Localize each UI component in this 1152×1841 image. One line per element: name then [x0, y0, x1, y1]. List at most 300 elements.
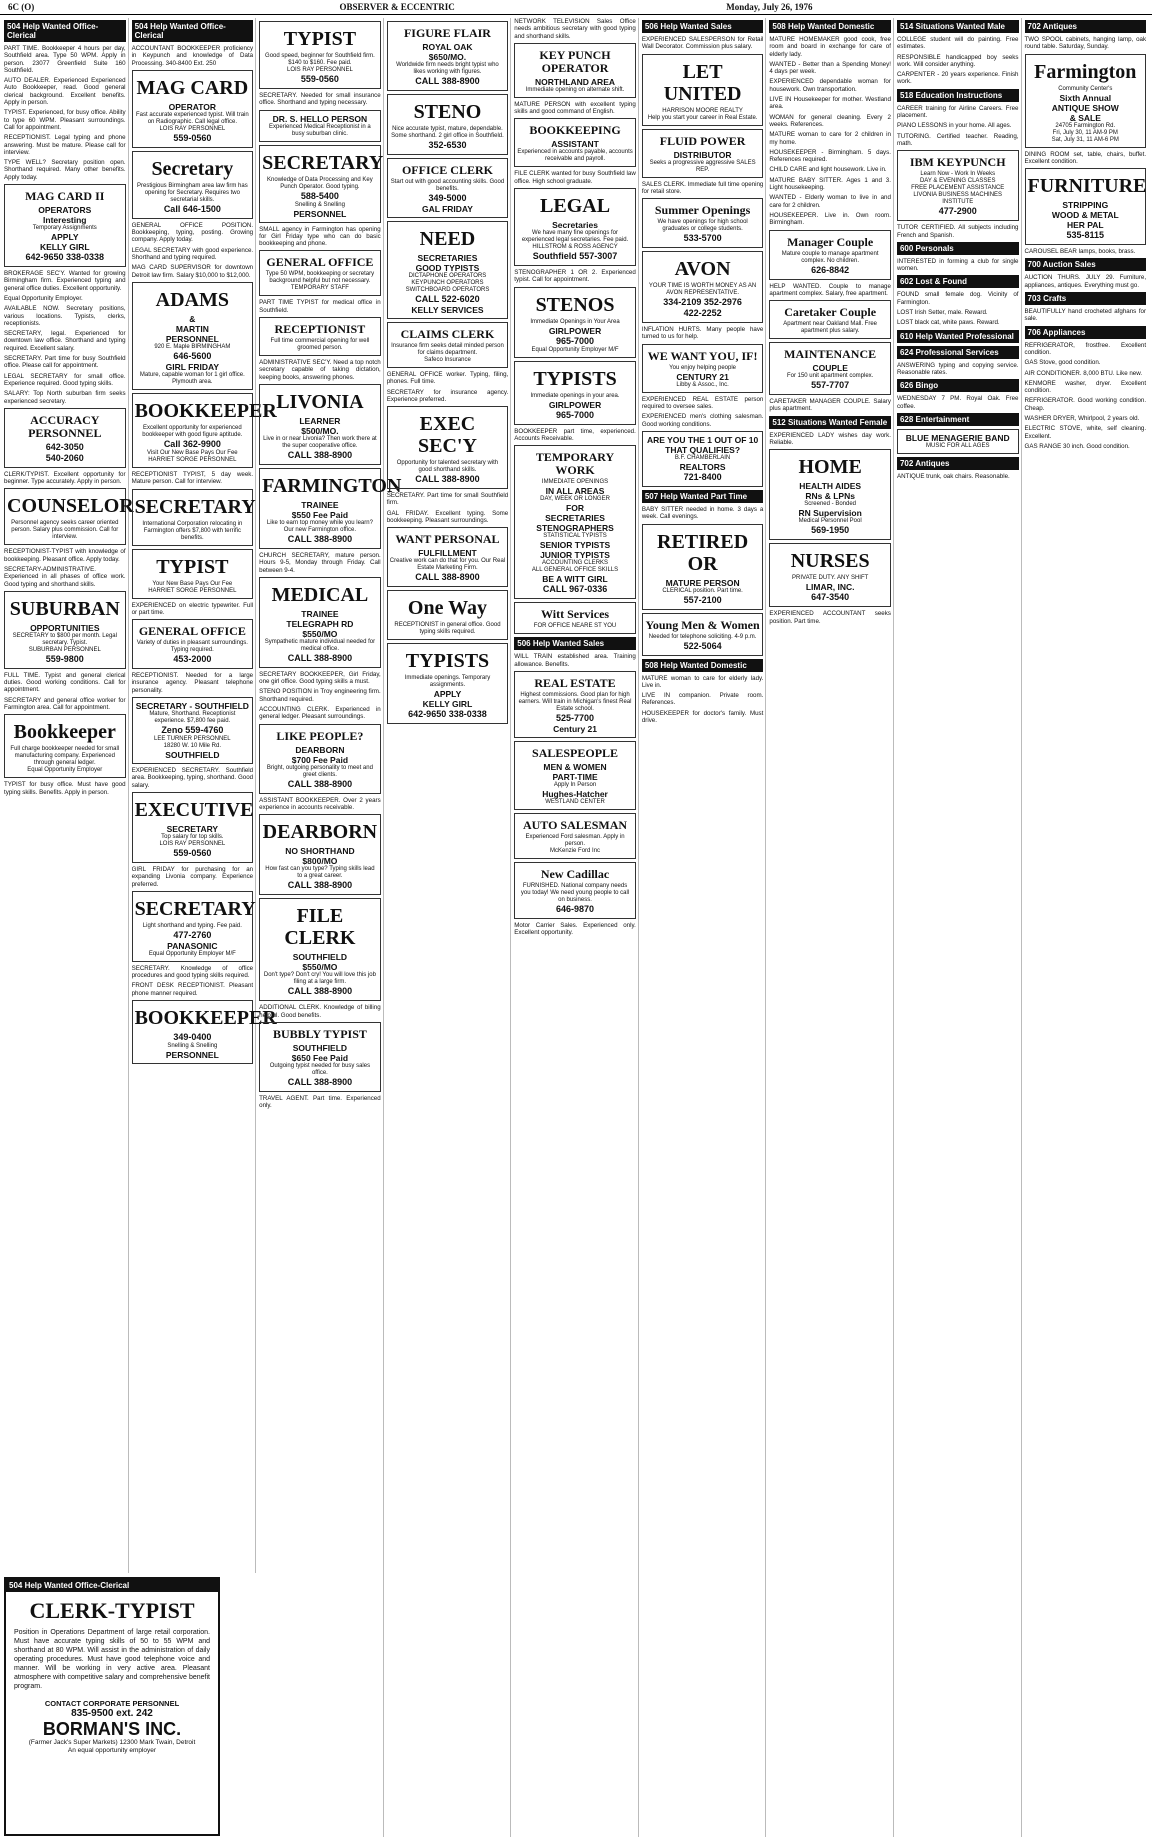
ad-line: CALL 388-8900: [287, 880, 353, 891]
ad-line: Excellent opportunity for experienced bookkeeper with good figure aptitude.: [142, 424, 243, 438]
display-ad: [514, 671, 636, 738]
ad-line: $800/MO: [302, 856, 338, 867]
ad-line: MEDICAL: [271, 583, 369, 606]
ad-line: DR. S. HELLO PERSON: [272, 113, 368, 124]
ad-line: LEGAL: [540, 195, 611, 218]
ad-line: MATURE PERSON: [665, 577, 740, 588]
classified-ad: RECEPTIONIST. Legal typing and phone answering. Must be mature. Please call for interview.: [4, 134, 126, 156]
ad-line: GIRLPOWER: [548, 325, 602, 336]
classified-ad: DINING ROOM set, table, chairs, buffet. Excellent condition.: [1024, 150, 1147, 165]
display-ad: [4, 488, 134, 545]
ad-line: 557-7707: [811, 380, 850, 391]
category-header: 602 Lost & Found: [897, 275, 1019, 288]
category-header: 504 Help Wanted Office-Clerical: [4, 20, 126, 42]
ad-line: TRAINEE: [301, 499, 339, 510]
ad-line: Secretary: [151, 157, 234, 180]
classified-ad: MATURE PERSON with excellent typing skills and good command of English.: [514, 100, 636, 116]
ad-line: FULFILLMENT: [418, 548, 477, 559]
ad-line: PRIVATE DUTY. ANY SHIFT: [792, 575, 869, 582]
classified-ad: KENMORE washer, dryer. Excellent condition.: [1024, 379, 1147, 395]
ad-line: ANTIQUE SHOW: [1051, 102, 1119, 113]
ad-line: LIKE PEOPLE?: [276, 728, 364, 743]
category-header: 514 Situations Wanted Male: [897, 20, 1019, 33]
ad-line: New Cadillac: [540, 866, 610, 881]
ad-line: OFFICE CLERK: [401, 163, 493, 177]
ad-line: LOIS RAY PERSONNEL: [159, 125, 226, 132]
ad-line: Experienced Ford salesman. Apply in person.: [525, 833, 625, 847]
category-header: 512 Situations Wanted Female: [769, 416, 891, 429]
ad-line: & SALE: [1069, 112, 1101, 123]
ad-line: 559-0560: [300, 74, 339, 84]
display-ad: [514, 188, 636, 266]
ad-line: SENIOR TYPISTS: [539, 540, 611, 551]
classified-column: [514, 18, 639, 1837]
ad-line: BUBBLY TYPIST: [272, 1026, 367, 1041]
ad-line: Top salary for top skills.: [161, 833, 224, 840]
ad-line: Bookkeeper: [13, 721, 116, 744]
ad-line: TYPISTS: [405, 650, 490, 673]
classified-ad: ASSISTANT BOOKKEEPER. Over 2 years experience in accounts receivable.: [259, 796, 381, 811]
ad-line: DEARBORN: [262, 821, 378, 844]
ad-line: We have openings for high school graduates or college students.: [657, 219, 748, 233]
ad-line: STENOGRAPHERS: [536, 523, 614, 534]
ad-line: SECRETARY: [166, 823, 219, 834]
display-ad: [4, 591, 126, 669]
display-ad: [132, 549, 254, 599]
classified-ad: SECRETARY. Knowledge of office procedures and good typing skills required.: [131, 964, 254, 980]
ad-line: CALL 967-0336: [542, 584, 608, 595]
classified-ad: GENERAL OFFICE POSITION. Bookkeeping, typing, posting. Growing company. Apply today.: [131, 221, 254, 244]
ad-line: Personnel agency seeks career oriented person. Salary plus commission. Call for interview.: [11, 520, 119, 541]
classified-ad: EXPERIENCED on electric typewriter. Full or part time.: [131, 601, 254, 616]
display-ad: [769, 230, 891, 280]
classified-ad: TYPE WELL? Secretary position open. Shorthand required. Many other benefits. Apply today.: [4, 159, 126, 181]
ad-line: 559-0560: [173, 132, 212, 143]
display-ad: [642, 198, 764, 248]
ad-line: OPERATORS: [38, 205, 92, 216]
ad-line: BOOKKEEPING: [529, 123, 621, 138]
ad-line: Sat, July 31, 11 AM-6 PM: [1051, 136, 1119, 143]
ad-line: Knowledge of Data Processing and Key Punch Operator. Good typing.: [267, 176, 373, 190]
ad-line: COUNSELOR: [7, 495, 134, 518]
display-ad: [259, 145, 384, 223]
classified-ad: HELP WANTED. Couple to manage apartment complex. Salary, free apartment.: [769, 282, 891, 297]
classified-ad: HOUSEKEEPER for doctor's family. Must drive.: [641, 709, 764, 725]
ad-line: Southfield 557-3007: [532, 251, 618, 262]
ad-line: 352-6530: [428, 140, 467, 150]
ad-line: Screened - Bonded: [804, 501, 856, 508]
category-header: 508 Help Wanted Domestic: [769, 20, 891, 33]
ad-line: 920 E. Maple BIRMINGHAM: [154, 343, 231, 350]
ad-line: Zeno 559-4760: [161, 725, 224, 736]
ad-line: DAY & EVENING CLASSES: [919, 178, 996, 185]
ad-line: RECEPTIONIST: [274, 322, 366, 337]
display-ad: [642, 431, 764, 487]
ad-line: LET UNITED: [663, 60, 742, 105]
ad-line: Snelling & Snelling: [294, 201, 345, 208]
ad-line: 721-8400: [683, 471, 722, 482]
classified-ad: FILE CLERK wanted for busy Southfield law office. High school graduate.: [514, 170, 636, 185]
classified-ad: SECRETARY for insurance agency. Experience preferred.: [386, 388, 509, 403]
classified-ad: AUCTION THURS. JULY 29. Furniture, appliances, antiques. Everything must go.: [1024, 274, 1147, 289]
ad-line: Insurance firm seeks detail minded person for claims department.: [391, 343, 504, 356]
classified-ad: TWO SPOOL cabinets, hanging lamp, oak round table. Saturday, Sunday.: [1024, 36, 1147, 51]
ad-line: ROYAL OAK: [422, 42, 473, 52]
classified-ad: WANTED - Better than a Spending Money! 4 days per week.: [769, 60, 891, 76]
classified-ad: LEGAL SECRETARY for small office. Experience required. Good typing skills.: [4, 372, 126, 387]
ad-line: Type 50 WPM, bookkeeping or secretary background helpful but not necessary.: [265, 271, 375, 285]
ad-line: CALL 388-8900: [287, 449, 353, 460]
classified-ad: PART TIME TYPIST for medical office in Southfield.: [259, 299, 381, 314]
ad-line: ALL GENERAL OFFICE SKILLS: [531, 567, 619, 574]
ad-line: FOR: [566, 503, 584, 514]
ad-line: 535-8115: [1066, 230, 1105, 241]
ad-line: PERSONNEL: [165, 1050, 219, 1061]
ad-line: Start out with good accounting skills. Good benefits.: [390, 179, 505, 192]
display-ad: [514, 602, 636, 634]
ad-line: HARRIET SORGE PERSONNEL: [148, 587, 237, 594]
category-header: 518 Education Instructions: [897, 89, 1019, 102]
classified-ad: BOOKKEEPER part time, experienced. Accounts Receivable.: [514, 427, 636, 442]
ad-line: BOOKKEEPER: [134, 399, 277, 422]
display-ad: [4, 408, 126, 468]
ad-contact: CONTACT CORPORATE PERSONNEL: [44, 1699, 180, 1708]
display-ad: [387, 322, 509, 368]
ad-line: ARE YOU THE 1 OUT OF 10 THAT QUALIFIES?: [646, 434, 759, 455]
classified-ad: ADDITIONAL CLERK. Knowledge of billing helpful. Good benefits.: [259, 1004, 381, 1019]
classified-ad: LOST black cat, white paws. Reward.: [896, 319, 1000, 327]
ad-line: CALL 388-8900: [287, 986, 353, 997]
classified-ad: SECRETARY. Part time for small Southfield firm.: [386, 492, 509, 507]
classified-ad: REFRIGERATOR. Good working condition. Cheap.: [1024, 397, 1147, 412]
classified-ad: ACCOUNTANT BOOKKEEPER proficiency in Keypunch and knowledge of Data Processing. 340-8400 Ext. 250: [131, 45, 254, 67]
ad-line: KEY PUNCH OPERATOR: [539, 47, 611, 75]
ad-line: SECRETARY: [134, 897, 256, 920]
category-header: 504 Help Wanted Office-Clerical: [6, 1579, 218, 1592]
classified-ad: COLLEGE student will do painting. Free estimates.: [896, 36, 1019, 51]
ad-line: STENOS: [535, 293, 615, 316]
ad-line: Worldwide firm needs bright typist who likes working with figures.: [396, 62, 499, 75]
ad-line: GIRL FRIDAY: [165, 361, 220, 372]
classified-ad: WEDNESDAY 7 PM. Royal Oak. Free coffee.: [896, 395, 1019, 410]
ad-line: TRAINEE: [301, 608, 339, 619]
ad-spacer: [4, 799, 126, 1061]
classified-ad: TUTOR CERTIFIED. All subjects including French and Spanish.: [896, 224, 1019, 239]
ad-line: $650 Fee Paid: [291, 1052, 349, 1063]
category-header: 600 Personals: [897, 242, 1019, 255]
display-ad: [642, 344, 764, 393]
ad-line: Hughes-Hatcher: [542, 788, 608, 799]
ad-line: Highest commissions. Good plan for high earners. Will train in Michigan's finest Real Estate school.: [518, 691, 632, 712]
classified-ad: EXPERIENCED LADY wishes day work. Reliable.: [769, 431, 891, 447]
ad-line: BE A WITT GIRL: [542, 574, 608, 585]
ad-line: 533-5700: [683, 233, 722, 244]
ad-line: CENTURY 21: [676, 371, 729, 382]
classified-ad: ADMINISTRATIVE SEC'Y. Need a top notch secretary capable of taking dictation, keeping books, answering phones.: [259, 359, 381, 381]
ad-line: Outgoing typist needed for busy sales office.: [269, 1062, 371, 1076]
ad-line: CALL 388-8900: [415, 474, 480, 485]
classified-ad: AVAILABLE NOW. Secretary positions, various locations. Typists, clerks, receptionists.: [4, 305, 126, 327]
ad-line: 334-2109 352-2976: [663, 297, 742, 308]
classified-column: [642, 18, 767, 1837]
page-header: [0, 0, 1152, 15]
ad-line: &: [189, 313, 196, 324]
ad-line: WOOD & METAL: [1051, 210, 1119, 221]
ad-line: Interesting: [43, 215, 87, 226]
ad-line: LEARNER: [299, 415, 341, 426]
classified-ad: CAREER training for Airline Careers. Free placement.: [896, 104, 1019, 120]
ad-line: Medical Personnel Pool: [798, 518, 862, 525]
display-ad: [259, 1022, 381, 1092]
ad-line: 646-9870: [556, 903, 595, 914]
classified-ad: GIRL FRIDAY for purchasing for an expanding Livonia company. Experience preferred.: [131, 865, 254, 888]
ad-line: One Way: [407, 597, 488, 620]
classified-ad: CAROUSEL BEAR lamps, books, brass.: [1024, 248, 1136, 256]
ad-line: IBM KEYPUNCH: [909, 155, 1006, 170]
classified-ad: FULL TIME. Typist and general clerical duties. Good working conditions. Call for appointment.: [4, 671, 126, 694]
ad-line: 557-2100: [683, 594, 722, 605]
display-ad: [1025, 168, 1147, 245]
ad-line: CALL 388-8900: [287, 533, 353, 544]
ad-line: Help you start your career in Real Estate.: [647, 114, 758, 121]
classified-ad: CLERK/TYPIST. Excellent opportunity for beginner. Type accurately. Apply in person.: [4, 470, 126, 486]
ad-body: Position in Operations Department of large retail corporation. Must have accurate typing skills of 50 to 55 WPM and shorthand at 80 WPM. Will assist in the administration of daily operating procedures. Must have good telephone voice and manner. Will be working in very active area. Pleasant atmosphere with competitive salary and comprehensive benefit program.: [14, 1629, 210, 1690]
ad-line: 965-7000: [556, 335, 595, 346]
classified-ad: SECRETARY BOOKKEEPER, Girl Friday, one girl office. Good typing skills a must.: [259, 670, 381, 686]
classified-ad: INTERESTED in forming a club for single women.: [896, 257, 1019, 273]
ad-line: CALL 388-8900: [287, 652, 353, 663]
ad-line: Community Center's: [1058, 85, 1113, 92]
category-header: 508 Help Wanted Domestic: [642, 659, 764, 672]
ad-line: Nice accurate typist, mature, dependable. Some shorthand. 2 girl office in Southfield.: [391, 126, 504, 139]
classified-ad: LEGAL SECRETARY with good experience. Shorthand and typing required.: [131, 246, 254, 262]
display-ad: [132, 792, 254, 863]
ad-line: TYPIST: [283, 28, 357, 50]
ad-line: APPLY: [51, 232, 79, 243]
ad-line: 349-0400: [173, 1032, 212, 1043]
classified-ad: INFLATION HURTS. Many people have turned to us for help.: [641, 326, 764, 341]
ad-line: ASSISTANT: [551, 139, 599, 150]
masthead: OBSERVER & ECCENTRIC: [339, 2, 455, 12]
ad-line: LIVONIA: [276, 390, 364, 413]
classified-ad: PART TIME. Bookkeeper 4 hours per day, Southfield area. Type 50 WPM. Apply in person. 23077 Greenfield Suite 160 Southfield.: [4, 45, 126, 74]
display-ad: [387, 21, 509, 91]
ad-line: CALL 388-8900: [415, 76, 480, 86]
classified-ad: SALARY: Top North suburban firm seeks experienced secretary.: [4, 390, 126, 405]
ad-line: $500/MO.: [301, 425, 339, 436]
page-number: 6C (O): [8, 2, 35, 12]
ad-line: Mature, Shorthand. Receptionist experience. $7,800 fee paid.: [149, 711, 236, 725]
ad-line: OPERATOR: [168, 101, 217, 112]
ad-line: Immediate opening on alternate shift.: [525, 86, 625, 93]
classified-ad: GAL FRIDAY. Excellent typing. Some bookkeeping. Pleasant surroundings.: [386, 509, 509, 525]
ad-line: MAINTENANCE: [784, 347, 877, 362]
ad-line: HEALTH AIDES: [799, 481, 862, 492]
ad-line: Full charge bookkeeper needed for small manufacturing company. Experienced through general ledger.: [10, 746, 120, 767]
ad-line: DICTAPHONE OPERATORS: [408, 273, 487, 279]
ad-line: EXEC SEC'Y: [418, 413, 477, 458]
classified-ad: SECRETARY-ADMINISTRATIVE. Experienced in all phases of office work. Good typing and shorthand skills.: [4, 565, 126, 588]
category-header: 700 Auction Sales: [1025, 258, 1147, 271]
classified-ad: TRAVEL AGENT. Part time. Experienced only.: [259, 1094, 381, 1110]
advertiser-address: (Farmer Jack's Super Markets) 12300 Mark Twain, Detroit: [28, 1739, 196, 1746]
ad-line: FREE PLACEMENT ASSISTANCE: [911, 185, 1005, 192]
clerk-typist-display-ad: [4, 1577, 220, 1836]
ad-line: WANT PERSONAL: [395, 532, 500, 547]
ad-line: 453-2000: [173, 654, 212, 665]
display-ad: [132, 619, 254, 669]
classified-ad: Motor Carrier Sales. Experienced only. Excellent opportunity.: [514, 921, 636, 937]
ad-line: RN Supervision: [798, 508, 862, 519]
ad-line: Variety of duties in pleasant surroundings. Typing required.: [136, 640, 248, 654]
ad-line: HARRIET SORGE PERSONNEL: [148, 456, 237, 463]
display-ad: [514, 741, 636, 810]
ad-line: 477-2900: [938, 206, 977, 217]
display-ad: [769, 543, 891, 607]
classified-ad: TYPIST for busy office. Must have good typing skills. Benefits. Apply in person.: [4, 781, 126, 796]
category-header: 507 Help Wanted Part Time: [642, 490, 764, 503]
classified-column: [4, 18, 134, 1573]
ad-line: SECRETARY: [262, 151, 384, 174]
display-ad: [132, 1000, 277, 1064]
ad-line: 965-7000: [556, 409, 595, 420]
ad-line: TELEGRAPH RD: [286, 618, 354, 629]
ad-line: Live in or near Livonia? Then work there at the super cooperative office.: [263, 435, 377, 449]
classified-ad: LIVE IN companion. Private room. References.: [641, 692, 764, 707]
ad-line: REAL ESTATE: [534, 675, 616, 690]
ad-line: APPLY: [433, 689, 462, 700]
classified-ad: SECRETARY. Needed for small insurance office. Shorthand and typing necessary.: [259, 92, 381, 107]
ad-line: FURNITURE: [1027, 175, 1147, 198]
display-ad: [642, 251, 764, 323]
ad-line: SOUTHFIELD: [165, 750, 220, 761]
ad-line: 559-9800: [45, 653, 84, 664]
ad-line: NURSES: [790, 550, 870, 573]
ad-line: NORTHLAND AREA: [535, 76, 616, 87]
ad-line: MUSIC FOR ALL AGES: [925, 442, 990, 449]
ad-line: Young Men & Women: [645, 617, 760, 632]
classified-ad: RECEPTIONIST TYPIST, 5 day week. Mature person. Call for interview.: [131, 470, 254, 486]
ad-line: RETIRED OR: [657, 530, 749, 575]
issue-date: Monday, July 26, 1976: [726, 2, 813, 12]
classified-ad: EXPERIENCED dependable woman for housework. Own transportation.: [769, 78, 891, 93]
ad-line: 642-3050: [45, 441, 84, 452]
ad-line: Full time commercial opening for well groomed person.: [270, 338, 370, 352]
ad-line: How fast can you type? Typing skills lead to a great career.: [265, 866, 375, 880]
classified-ad: MAG CARD SUPERVISOR for downtown Detroit law firm. Salary $10,000 to $12,000.: [131, 264, 254, 279]
ad-line: Libby & Assoc., Inc.: [676, 381, 729, 388]
ad-line: MAG CARD II: [25, 189, 105, 204]
ad-line: SUBURBAN: [9, 597, 120, 620]
classified-column: [387, 18, 512, 1837]
classified-ad: WASHER DRYER, Whirlpool, 2 years old.: [1024, 415, 1140, 423]
display-ad: [387, 406, 509, 489]
display-ad: [132, 282, 254, 390]
display-ad: [132, 489, 254, 546]
classified-ad: CARPENTER - 20 years experience. Finish work.: [896, 71, 1019, 86]
display-ad: [259, 724, 381, 794]
ad-line: Summer Openings: [654, 203, 751, 218]
ad-line: We have many fine openings for experienced legal secretaries. Fee paid.: [521, 230, 629, 244]
category-header: 504 Help Wanted Office-Clerical: [132, 20, 254, 42]
ad-line: PART-TIME: [552, 771, 598, 782]
classified-ad: EXPERIENCED SALESPERSON for Retail Wall Decorator. Commission plus salary.: [641, 36, 764, 51]
category-header: 506 Help Wanted Sales: [642, 20, 764, 33]
ad-line: Bright, outgoing personality to meet and greet clients.: [266, 764, 373, 778]
classified-ad: GENERAL OFFICE worker. Typing, filing, phones. Full time.: [386, 371, 509, 386]
ad-line: STRIPPING: [1062, 200, 1109, 211]
ad-line: SWITCHBOARD OPERATORS: [405, 287, 490, 293]
ad-line: Caretaker Couple: [784, 305, 877, 320]
ad-line: SALESPEOPLE: [532, 745, 619, 760]
display-ad: [387, 590, 509, 640]
classified-column: [769, 18, 894, 1837]
display-ad: [259, 384, 381, 465]
classified-ad: LOST Irish Setter, male. Reward.: [896, 309, 988, 317]
advertiser-name: BORMAN'S INC.: [42, 1719, 182, 1739]
ad-line: B.F. CHAMBERLAIN: [674, 454, 731, 461]
classified-ad: CHURCH SECRETARY, mature person. Hours 9-5, Monday through Friday. Call between 9-4.: [259, 551, 381, 574]
category-header: 626 Bingo: [897, 379, 1019, 392]
ad-line: ADAMS: [155, 288, 230, 311]
ad-line: 626-8842: [811, 264, 850, 275]
ad-line: PANASONIC: [167, 940, 218, 951]
ad-line: GENERAL OFFICE: [266, 255, 374, 270]
ad-line: MEN & WOMEN: [543, 761, 607, 772]
ad-line: Sympathetic mature individual needed for medical office.: [264, 638, 376, 652]
display-ad: [514, 287, 636, 358]
ad-line: CALL 388-8900: [287, 1076, 353, 1087]
display-ad: [514, 361, 636, 425]
classified-ad: FOUND small female dog. Vicinity of Farmington.: [896, 291, 1019, 306]
classified-column: [1025, 18, 1149, 1837]
ad-line: KELLY GIRL: [39, 242, 90, 253]
classified-ad: STENO POSITION in Troy engineering firm. Shorthand required.: [259, 688, 381, 703]
ad-line: STENO: [413, 101, 482, 123]
display-ad: [769, 342, 891, 395]
display-ad: [259, 250, 381, 296]
ad-line: $550/MO: [302, 628, 338, 639]
classified-ad: NETWORK TELEVISION Sales Office needs ambitious secretary with good typing and shorthand skills.: [514, 18, 636, 40]
classified-ad: MATURE HOMEMAKER good cook, free room and board in exchange for care of elderly lady.: [769, 36, 891, 58]
ad-line: BOOKKEEPER: [134, 1007, 277, 1030]
ad-line: FIGURE FLAIR: [403, 26, 491, 40]
ad-line: BLUE MENAGERIE BAND: [905, 432, 1010, 443]
ad-line: Immediate openings. Temporary assignments.: [404, 675, 491, 689]
ad-line: EXECUTIVE: [134, 798, 254, 821]
display-ad: [514, 43, 636, 98]
ad-line: JUNIOR TYPISTS: [540, 550, 610, 561]
ad-line: Good speed, beginner for Southfield firm. $140 to $160. Fee paid.: [265, 53, 375, 66]
ad-line: 540-2060: [45, 452, 84, 463]
ad-line: Fast accurate experienced typist. Will train on Radiographic. Call legal office.: [135, 111, 249, 125]
ad-line: KELLY SERVICES: [411, 305, 484, 315]
display-ad: [4, 184, 126, 267]
ad-line: GIRLPOWER: [548, 399, 602, 410]
classified-ad: SECRETARY and general office worker for Farmington area. Call for appointment.: [4, 696, 126, 712]
ad-line: SOUTHFIELD: [292, 952, 348, 963]
ad-line: DAY, WEEK OR LONGER: [540, 496, 610, 503]
ad-line: Witt Services: [540, 607, 610, 622]
ad-line: STATISTICAL TYPISTS: [543, 533, 607, 540]
display-ad: [514, 445, 636, 599]
display-ad: [387, 94, 509, 155]
ad-line: TEMPORARY STAFF: [290, 285, 349, 292]
display-ad: [132, 393, 277, 468]
ad-line: IMMEDIATE OPENINGS: [541, 479, 609, 486]
classified-ad: WILL TRAIN established area. Training allowance. Benefits.: [514, 653, 636, 668]
ad-line: FARMINGTON: [262, 474, 402, 497]
